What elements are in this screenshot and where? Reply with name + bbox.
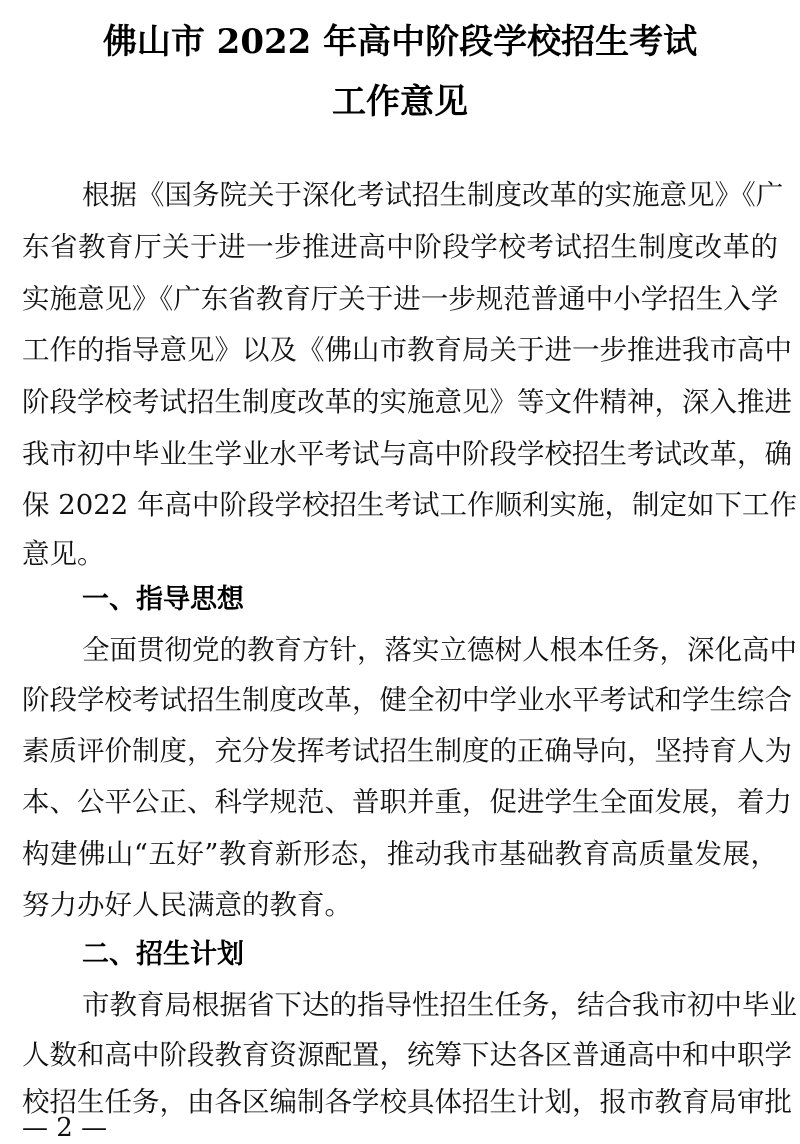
section-line: 全面贯彻党的教育方针，落实立德树人根本任务，深化高中: [82, 634, 797, 666]
section-line: 努力办好人民满意的教育。: [22, 889, 352, 921]
section-line: 阶段学校考试招生制度改革，健全初中学业水平考试和学生综合: [22, 684, 792, 716]
intro-line: 根据《国务院关于深化考试招生制度改革的实施意见》《广: [82, 179, 784, 211]
section-line: 本、公平公正、科学规范、普职并重，促进学生全面发展，着力: [22, 786, 792, 818]
section-line: 素质评价制度，充分发挥考试招生制度的正确导向，坚持育人为: [22, 735, 792, 767]
intro-line: 意见。: [22, 538, 105, 570]
intro-line: 工作的指导意见》以及《佛山市教育局关于进一步推进我市高中: [22, 334, 792, 366]
intro-line: 阶段学校考试招生制度改革的实施意见》等文件精神，深入推进: [22, 386, 792, 418]
section-heading-guiding-ideology: 一、指导思想: [82, 584, 244, 615]
intro-line: 实施意见》《广东省教育厅关于进一步规范普通中小学招生入学: [22, 283, 779, 315]
section-line: 构建佛山“五好”教育新形态，推动我市基础教育高质量发展，: [22, 838, 778, 870]
section-line: 校招生任务，由各区编制各学校具体招生计划，报市教育局审批: [22, 1086, 792, 1118]
section-line: 市教育局根据省下达的指导性招生任务，结合我市初中毕业: [82, 989, 797, 1021]
intro-line: 保 2022 年高中阶段学校招生考试工作顺利实施，制定如下工作: [22, 489, 797, 521]
document-title-line2: 工作意见: [332, 82, 468, 122]
intro-line: 我市初中毕业生学业水平考试与高中阶段学校招生考试改革，确: [22, 438, 792, 470]
section-heading-enrollment-plan: 二、招生计划: [82, 939, 244, 970]
document-title-line1: 佛山市 2022 年高中阶段学校招生考试: [102, 22, 698, 62]
intro-line: 东省教育厅关于进一步推进高中阶段学校考试招生制度改革的: [22, 231, 778, 263]
section-line: 人数和高中阶段教育资源配置，统筹下达各区普通高中和中职学: [22, 1039, 792, 1071]
page-number: — 2 —: [22, 1113, 108, 1143]
